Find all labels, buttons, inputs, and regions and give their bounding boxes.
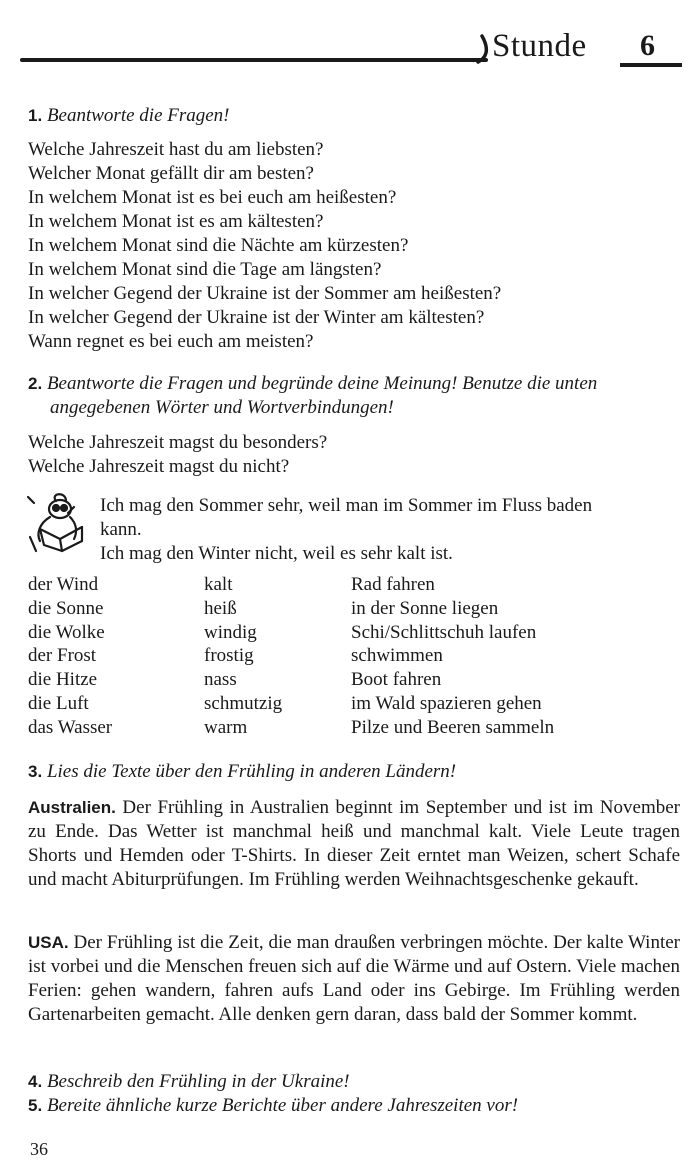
- australia-paragraph: [28, 796, 680, 892]
- task1-question: In welchem Monat sind die Nächte am kürzesten?: [28, 235, 409, 256]
- vocab-activity: Pilze und Beeren sammeln: [351, 716, 555, 738]
- australia-lead: Australien.: [28, 798, 116, 817]
- task2-example-line1: Ich mag den Sommer sehr, weil man im Sommer im Fluss baden: [100, 495, 593, 516]
- task1-instruction: Beantworte die Fragen!: [46, 105, 230, 126]
- task2-instruction-line1: Beantworte die Fragen und begründe deine Meinung! Benutze die unten: [46, 373, 598, 394]
- task1-question: In welcher Gegend der Ukraine ist der Winter am kältesten?: [28, 307, 485, 328]
- task5-number: 5.: [28, 1096, 43, 1115]
- usa-paragraph: [28, 931, 680, 1027]
- vocab-adjective: nass: [204, 669, 237, 691]
- task1-question: Welche Jahreszeit hast du am liebsten?: [28, 139, 324, 160]
- vocab-activity: Boot fahren: [351, 669, 442, 691]
- vocab-activity: in der Sonne liegen: [351, 597, 499, 619]
- task2-example-line2: kann.: [100, 519, 142, 540]
- task3-number: 3.: [28, 762, 43, 781]
- task1-question: In welchem Monat sind die Tage am längsten?: [28, 259, 382, 280]
- task1-number: 1.: [28, 106, 43, 125]
- task2-question-list: [28, 431, 327, 479]
- australia-text: Der Frühling in Australien beginnt im September und ist im November zu Ende. Das Wetter ist manchmal heiß und manchmal kalt. Viele Leute tragen Shorts und Hemden oder T-Shirts. In dieser Zeit erntet man Weizen, schert Schafe und macht Abiturprüfungen. Im Frühling werden Weihnachtsgeschenke gekauft.: [28, 797, 680, 890]
- vocab-noun: die Luft: [28, 692, 89, 714]
- vocab-noun: die Hitze: [28, 669, 98, 691]
- vocab-activity: Schi/Schlittschuh laufen: [351, 621, 537, 643]
- vocab-activity: Rad fahren: [351, 574, 435, 595]
- vocab-activity: schwimmen: [351, 645, 443, 667]
- task3-instruction: Lies die Texte über den Frühling in anderen Ländern!: [46, 761, 457, 782]
- task1-heading: [28, 104, 230, 128]
- vocab-column-adjectives: [204, 573, 282, 740]
- vocab-adjective: heiß: [204, 597, 237, 619]
- task2-question: Welche Jahreszeit magst du besonders?: [28, 432, 328, 453]
- task1-question: In welchem Monat ist es bei euch am heißesten?: [28, 187, 397, 208]
- page-number: 36: [30, 1139, 48, 1159]
- vocab-noun: die Sonne: [28, 597, 104, 619]
- task5-heading: [28, 1094, 518, 1118]
- task4-instruction: Beschreib den Frühling in der Ukraine!: [46, 1071, 350, 1092]
- vocab-adjective: warm: [204, 716, 248, 738]
- usa-text: Der Frühling ist die Zeit, die man draußen verbringen möchte. Der kalte Winter ist vorbei und die Menschen freuen sich auf die Wärme und auf Ostern. Viele machen Ferien: gehen wandern, fahren aufs Land oder ins Gebirge. Im Frühling werden Gartenarbeiten gemacht. Alle denken gern daran, dass bald der Sommer kommt.: [28, 932, 680, 1025]
- task2-number: 2.: [28, 374, 43, 393]
- task1-question: Wann regnet es bei euch am meisten?: [28, 331, 314, 352]
- task4-number: 4.: [28, 1072, 43, 1091]
- task1-question: In welcher Gegend der Ukraine ist der Sommer am heißesten?: [28, 283, 502, 304]
- task3-heading: [28, 760, 456, 784]
- header-number-rule: [620, 63, 682, 67]
- task1-question-list: [28, 138, 501, 354]
- header-title: Stunde: [492, 28, 587, 64]
- owl-reading-icon: [24, 489, 96, 553]
- vocab-adjective: frostig: [204, 645, 254, 667]
- vocab-noun: der Wind: [28, 574, 99, 595]
- header-rule: [20, 58, 488, 62]
- task1-question: In welchem Monat ist es am kältesten?: [28, 211, 324, 232]
- task2-heading-cont: [50, 396, 394, 420]
- vocab-column-activities: [351, 573, 554, 740]
- header-lesson-number: 6: [640, 29, 655, 62]
- vocab-adjective: windig: [204, 621, 257, 643]
- vocab-adjective: kalt: [204, 574, 233, 595]
- task2-question: Welche Jahreszeit magst du nicht?: [28, 456, 290, 477]
- vocab-column-nouns: [28, 573, 112, 740]
- task5-instruction: Bereite ähnliche kurze Berichte über andere Jahreszeiten vor!: [46, 1095, 519, 1116]
- vocab-noun: das Wasser: [28, 716, 113, 738]
- task1-question: Welcher Monat gefällt dir am besten?: [28, 163, 314, 184]
- usa-lead: USA.: [28, 933, 69, 952]
- task2-heading: [28, 372, 597, 396]
- vocab-adjective: schmutzig: [204, 692, 283, 714]
- task4-heading: [28, 1070, 350, 1094]
- vocab-noun: der Frost: [28, 645, 97, 667]
- task2-example-line3: Ich mag den Winter nicht, weil es sehr kalt ist.: [100, 543, 453, 564]
- vocab-activity: im Wald spazieren gehen: [351, 692, 542, 714]
- vocab-noun: die Wolke: [28, 621, 105, 643]
- task2-instruction-line2: angegebenen Wörter und Wortverbindungen!: [50, 397, 394, 418]
